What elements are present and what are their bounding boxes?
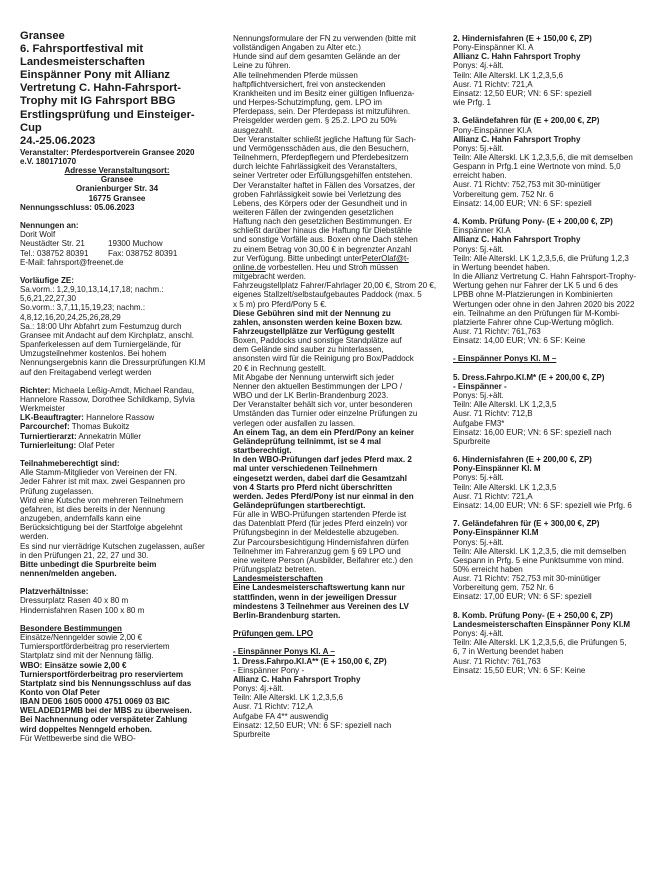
line-label: Parcourchef: [20, 422, 70, 432]
text-line: Leine zu führen. [233, 61, 291, 71]
text-line: Mit Abgabe der Nennung unterwirft sich jeder [233, 372, 395, 382]
column-1 [20, 30, 214, 743]
line-label: Richter: [20, 385, 51, 395]
text-line: - Einspänner Pony - [233, 665, 305, 675]
bold-text-line: nennen/melden angeben. [20, 568, 117, 578]
text-line: mitgebracht werden. [233, 272, 306, 282]
text-line: Krankheiten und im Besitz einer gültigen Influenza- [233, 88, 415, 98]
text-line: Ausr. 71 Richtv: 761,763 [453, 656, 541, 666]
contact-line [20, 239, 214, 248]
line-value: Olaf Peter [76, 440, 115, 450]
text-line: weiteren Fällen der zwingenden gesetzlichen [233, 207, 394, 217]
text-line: Einsatz: 17,00 EUR; VN: 6 SF: speziell [453, 592, 592, 602]
text-line: groben Fahrlässigkeit sowie bei Verletzung des [233, 189, 402, 199]
document-title-line: Erstlingsprüfung und Einsteiger- [20, 108, 195, 121]
bold-text-line: startberechtigt. [233, 446, 292, 456]
text-line: Hunde sind auf dem gesamten Gelände an der [233, 52, 401, 62]
text-line: Spanferkelessen auf dem Turniergelände, für [20, 340, 182, 350]
text-line: Ausr. 71 Richtv: 721,A [453, 79, 533, 89]
text-line: wie Prfg. 1 [453, 98, 492, 108]
text-line: Prüfungsplatz betreten. [233, 565, 317, 575]
bold-text-line: Platzverhältnisse: [20, 587, 89, 597]
spacer [453, 602, 645, 611]
text-line: auf den Freitagabend verlegt werden [20, 367, 152, 377]
bold-text-line: Eine Landesmeisterschaftswertung kann nur [233, 583, 405, 593]
bold-text-line: mal unter verschiedenen Teilnehmern [233, 464, 378, 474]
text-line: platzierte Fahrer ohne Cup-Wertung möglich. [453, 317, 614, 327]
text-line: Vorbereitung gem. 752 Nr. 6 [453, 189, 554, 199]
text-line: Einsatz: 12,50 EUR; VN: 6 SF: speziell [453, 88, 592, 98]
text-line: Zur Parcoursbesichtigung Hindernisfahren dürfen [233, 537, 409, 547]
spacer [20, 615, 214, 624]
bold-text-line: Allianz C. Hahn Fahrsport Trophy [453, 134, 581, 144]
text-line: Aufgabe FA 4** auswendig [233, 711, 329, 721]
contact-right: Fax: 038752 80391 [108, 248, 178, 258]
text-line: schließt darüber hinaus die Haftung für Diebstähle [233, 226, 412, 236]
bold-text-line: Teilnahmeberechtigt sind: [20, 459, 120, 469]
text-line-with-email [233, 254, 436, 263]
text-line: Umständen das Turnier oder einzelne Prüfungen zu [233, 409, 418, 419]
text-line: Teiln: Alle Alterskl. LK 1,2,3,5 [453, 482, 557, 492]
text-line: das Datenblatt Pferd (für jedes Pferd einzeln) vor [233, 519, 408, 529]
text-line-with-email [233, 263, 436, 272]
section-heading: Besondere Bestimmungen [20, 623, 122, 633]
bold-text-line: 1. Dress.Fahrpo.Kl.A** (E + 150,00 €, ZP) [233, 656, 387, 666]
text-line: Einsätze/Nenngelder sowie 2,00 € [20, 633, 143, 643]
document-title-line: Landesmeisterschaften [20, 56, 145, 69]
text-line: Prüfungsbeginn in der Meldestelle abzugeben. [233, 528, 399, 538]
text-line: ein. Teilnahme an den Prüfungen für M-Kombi- [453, 308, 620, 318]
text-line: Hannelore Rassow, Dorothee Schildkamp, Sylvia [20, 395, 195, 405]
text-line: So.vorm.: 3,7,11,15,19,23; nachm.: [20, 303, 146, 313]
spacer [20, 578, 214, 587]
bold-text-line: 4. Komb. Prüfung Pony- (E + 200,00 €, ZP) [453, 217, 613, 227]
document-title-line: 24.-25.06.2023 [20, 134, 96, 147]
text-line: Lebens, des Körpers oder der Gesundheit und in [233, 198, 408, 208]
text-line: in Wertung beendet haben. [453, 262, 550, 272]
text-line: Sa.: 18:00 Uhr Abfahrt zum Festumzug durch [20, 321, 182, 331]
contact-left: Tel.: 038752 80391 [20, 248, 89, 258]
text-line: Ponys: 5j.+ält. [453, 473, 504, 483]
text-line: haftpflichtversichert, frei von ansteckenden [233, 79, 386, 89]
text-line: eine weitere Person (Ausbilder, Beifahrer etc.) den [233, 555, 413, 565]
text-line: Vorbereitung gem. 752 Nr. 6 [453, 583, 554, 593]
text-line: Ausr. 71 Richtv: 761,763 [453, 326, 541, 336]
labeled-line [20, 432, 214, 441]
text-line: Nennungsergebnis kann die Dressurprüfungen Kl.M [20, 358, 206, 368]
text-line: Berücksichtigung bei der Startfolge abgelehnt [20, 523, 183, 533]
bold-text-line: Nennungen an: [20, 221, 79, 231]
text-line: Ponys: 4j.+ält. [453, 61, 504, 71]
bold-text-line: WBO: Einsätze sowie 2,00 € [20, 660, 127, 670]
line-label: Turnierleitung: [20, 440, 77, 450]
spacer [453, 107, 645, 116]
bold-text-line: 6. Hindernisfahren (E + 200,00 €, ZP) [453, 455, 592, 465]
text-line: in den Prüfungen 21, 22, 27 und 30. [20, 550, 149, 560]
bold-text-line: WELADED1PMB bei der MBS zu überweisen. [20, 706, 192, 716]
spacer [20, 377, 214, 386]
text-line: und sonstige Vorfälle aus. Boxen ohne Dach stehen [233, 235, 418, 245]
bold-text-line: Turniersportförderbeitrag pro reserviertem [20, 669, 184, 679]
spacer [453, 345, 645, 354]
text-line: eigenes Stallzelt/selbstaufgebautes Paddock (max. 5 [233, 290, 422, 300]
labeled-line [20, 441, 214, 450]
text-line: Nenner den aktuellen Bestimmungen der LPO / [233, 381, 403, 391]
bold-text-line: Oranienburger Str. 34 [75, 184, 159, 194]
section-heading: - Einspänner Ponys Kl. M – [453, 354, 557, 364]
text-line: Dorit Wolf [20, 230, 56, 240]
text-line: Einsatz: 14,00 EUR; VN: 6 SF: speziell [453, 198, 592, 208]
text-line: Teiln: Alle Alterskl. LK 1,2,3,5,6, die mit demselben [453, 153, 633, 163]
text-line: Einsatz: 15,50 EUR; VN: 6 SF: Keine [453, 665, 586, 675]
text-line: Haftung nach den gesetzlichen Bestimmungen. Er [233, 217, 412, 227]
contact-line [20, 249, 214, 258]
text-line: ansonsten wird für die Reinigung pro Box/Paddock [233, 354, 414, 364]
bold-text-line: werden. Jedes Pferd/Pony ist nur einmal in den [233, 491, 414, 501]
text-line: 20 € in Rechnung gestellt. [233, 363, 327, 373]
text-line: Pony-Einspänner Kl. A [453, 43, 534, 53]
contact-left: Neustädter Str. 21 [20, 239, 85, 249]
document-title-line: Cup [20, 121, 42, 134]
text-line: Ausr. 71 Richtv: 712,A [233, 702, 313, 712]
text-line: Ponys: 5j.+ält. [453, 391, 504, 401]
text-line: Ponys: 5j.+ält. [453, 143, 504, 153]
text-line: Hindernisfahren Rasen 100 x 80 m [20, 605, 145, 615]
text-line: erreicht haben. [453, 171, 507, 181]
text-line: Ausr. 71 Richtv: 752,753 mit 30-minütiger [453, 180, 601, 190]
text-line: Umzugsteilnehmer kostenlos. Bei hohem [20, 349, 167, 359]
text-line: verlegen oder ausfallen zu lassen. [233, 418, 356, 428]
text-line: Aufgabe FM3* [453, 418, 505, 428]
line-text: vorbestellen. Heu und Stroh müssen [265, 262, 399, 272]
line-value: Michaela Leßig-Arndt, Michael Randau, [50, 385, 194, 395]
text-line: Für alle in WBO-Prüfungen startenden Pferde ist [233, 510, 407, 520]
text-line: Jeder Fahrer ist mit max. zwei Gespannen pro [20, 477, 186, 487]
bold-text-line: Bitte unbedingt die Spurbreite beim [20, 559, 157, 569]
text-line: Pferdepass, sein. Der Pferdepass ist mitzuführen. [233, 107, 411, 117]
document-title-line: Gransee [20, 30, 65, 42]
bold-text-line: Pony-Einspänner Kl.M [453, 528, 539, 538]
document-title-line: 6. Fahrsportfestival mit [20, 43, 144, 56]
text-line: Der Veranstalter schließt jegliche Haftung für Sach- [233, 134, 416, 144]
text-line: Wertung gehen nur Fahrer der LK 5 und 6 des [453, 281, 618, 291]
bold-text-line: wird doppeltes Nenngeld erhoben. [20, 724, 152, 734]
text-line: Spurbreite [233, 729, 271, 739]
text-line: Prüfung zugelassen. [20, 486, 94, 496]
bold-text-line: Geländeprüfung teilnimmt, ist se 4 mal [233, 436, 382, 446]
bold-text-line: Bei Nachnennung oder verspäteter Zahlung [20, 715, 188, 725]
text-line: Ausr. 71 Richtv: 721,A [453, 491, 533, 501]
text-line: Teilnehmer im Fahreranzug gem § 69 LPO und [233, 546, 401, 556]
text-line: Preisgelder werden gem. § 25.2. LPO zu 50% [233, 116, 397, 126]
spacer [233, 638, 436, 647]
text-line: Teiln: Alle Alterskl. LK 1,2,3,5,6, die Prüfung 1,2,3 [453, 253, 629, 263]
bold-text-line: Berlin-Brandenburg starten. [233, 610, 341, 620]
text-line: vollständigen Angaben zu Alter etc.) [233, 43, 361, 53]
section-heading: Landesmeisterschaften [233, 574, 323, 584]
text-line: Gespann in Prfg. 5 eine Punktsumme von mind. [453, 555, 624, 565]
text-line: Ponys: 5j.+ält. [453, 537, 504, 547]
bold-text-line: Allianz C. Hahn Fahrsport Trophy [453, 235, 581, 245]
spacer [453, 208, 645, 217]
text-line: Nennungsformulare der FN zu verwenden (bitte mit [233, 34, 416, 43]
bold-text-line: 5. Dress.Fahrpo.Kl.M* (E + 200,00 €, ZP) [453, 372, 605, 382]
spacer [20, 212, 214, 221]
text-line: Gransee mit Andacht auf dem Kirchplatz, anschl. [20, 330, 194, 340]
text-line: Spurbreite [453, 436, 491, 446]
text-line: Einsatz: 12,50 EUR; VN: 6 SF: speziell nach [233, 720, 392, 730]
text-line: 50% erreicht haben [453, 564, 523, 574]
text-line: Einsatz: 14,00 EUR; VN: 6 SF: Keine [453, 336, 586, 346]
bold-text-line: von 4 Starts pro Pferd nicht überschritten [233, 482, 393, 492]
text-line: Ponys: 4j.+ält. [233, 684, 284, 694]
text-line: Der Veranstalter behält sich vor, unter besonderen [233, 400, 413, 410]
text-line: WBO und der LK Berlin-Brandenburg 2023. [233, 391, 389, 401]
text-line: Fahrzeugstellplatz Fahrer/Fahrlager 20,00 €, Strom 20 €, [233, 281, 436, 291]
text-line: Es sind nur vierrädrige Kutschen zugelassen, außer [20, 541, 205, 551]
text-line: zu einem Betrag von 30,00 € in begrenzter Anzahl [233, 244, 412, 254]
text-line: Boxen, Paddocks und sonstige Standplätze auf [233, 336, 402, 346]
text-line: und Vermögensschäden aus, die den Besuchern, [233, 143, 409, 153]
bold-text-line: 8. Komb. Prüfung Pony- (E + 250,00 €, ZP) [453, 610, 613, 620]
text-line: LPBB ohne M-Platzierungen in Kombinierten [453, 290, 613, 300]
section-heading: Prüfungen gem. LPO [233, 629, 314, 639]
spacer [453, 446, 645, 455]
spacer [20, 450, 214, 459]
line-label: LK-Beauftragter: [20, 413, 84, 423]
bold-text-line: zahlen, ansonsten werden keine Boxen bzw. [233, 317, 403, 327]
bold-text-line: IBAN DE06 1605 0000 4751 0069 03 BIC [20, 697, 170, 707]
bold-text-line: 7. Geländefahren für (E + 300,00 €, ZP) [453, 519, 600, 529]
text-line: und Herpes-Schutzimpfung, gem. LPO im [233, 98, 382, 108]
text-line: Einsatz: 16,00 EUR; VN: 6 SF: speziell nach [453, 427, 612, 437]
bold-text-line: mindestens 3 Teilnehmer aus Vereinen des LV [233, 601, 409, 611]
text-line: Teiln: Alle Alterskl. LK 1,2,3,5 [453, 400, 557, 410]
line-text: zur Verfügung. Bitte unbedingt unter [233, 253, 362, 263]
text-line: In die Allianz Vertretung C. Hahn Fahrsport-Trophy- [453, 272, 637, 282]
text-line: Alle Stamm-Mitglieder von Vereinen der FN. [20, 468, 177, 478]
column-3 [453, 34, 645, 675]
text-line: Teiln: Alle Alterskl. LK 1,2,3,5,6 [453, 70, 564, 80]
text-line: Wird eine Kutsche von mehreren Teilnehmern [20, 495, 184, 505]
bold-text-line: Geländeprüfungen startberechtigt. [233, 500, 366, 510]
text-line: gefahren, ist dies bereits in der Nennung [20, 504, 165, 514]
bold-text-line: Vorläufige ZE: [20, 276, 74, 285]
bold-text-line: 16775 Gransee [88, 193, 146, 203]
text-line: Sa.vorm.: 1,2,9,10,13,14,17,18; nachm.: [20, 285, 164, 295]
contact-right: 19300 Muchow [108, 239, 163, 249]
text-line: Werkmeister [20, 404, 66, 414]
text-line: ausgezahlt. [233, 125, 275, 135]
bold-text-line: Pony-Einspänner Kl. M [453, 464, 541, 474]
bold-text-line: 3. Geländefahren für (E + 200,00 €, ZP) [453, 116, 600, 126]
bold-text-line: Gransee [100, 175, 134, 185]
bold-text-line: Nennungsschluss: 05.06.2023 [20, 202, 135, 212]
bold-text-line: Konto von Olaf Peter [20, 687, 101, 697]
bold-text-line: eingesetzt werden, dabei darf die Gesamtzahl [233, 473, 407, 483]
text-line: 4,8,12,16,20,24,25,26,28,29 [20, 312, 121, 322]
bold-text-line: stattfinden, wenn in der jeweiligen Dressur [233, 592, 397, 602]
text-line: Startplatz sind mit der Nennung fällig. [20, 651, 154, 661]
text-line: Teiln: Alle Alterskl. LK 1,2,3,5,6, die Prüfungen 5, [453, 638, 627, 648]
text-line: Wertungen oder ohne in den Jahren 2020 bis 2022 [453, 299, 635, 309]
section-heading: Adresse Veranstaltungsort: [64, 166, 170, 176]
text-line: Alle teilnehmenden Pferde müssen [233, 70, 358, 80]
text-line: Dressurplatz Rasen 40 x 80 m [20, 596, 129, 606]
bold-text-line: Diese Gebühren sind mit der Nennung zu [233, 308, 391, 318]
bold-text-line: 2. Hindernisfahren (E + 150,00 €, ZP) [453, 34, 592, 43]
text-line: Teiln: Alle Alterskl. LK 1,2,3,5,6 [233, 693, 344, 703]
bold-text-line: Fahrzeugstellplätze zur Verfügung gestellt [233, 327, 395, 336]
labeled-line [20, 413, 214, 422]
text-line: x 5 m) pro Pferd/Pony 5 €. [233, 299, 327, 309]
text-line: 5,6,21,22,27,30 [20, 294, 76, 304]
labeled-line [20, 386, 214, 395]
text-line: Gespann in Prfg.1 eine Wertnote von mind. 5,0 [453, 162, 621, 172]
text-line: Der Veranstalter haftet in Fällen des Vorsatzes, der [233, 180, 416, 190]
text-line: dem Gelände sind sauber zu hinterlassen, [233, 345, 384, 355]
email-link[interactable]: online.de [233, 262, 266, 272]
line-value: Thomas Bukoitz [69, 422, 130, 432]
text-line: Pony-Einspänner Kl.A [453, 125, 532, 135]
bold-text-line: Landesmeisterschaften Einspänner Pony Kl.M [453, 619, 631, 629]
labeled-line [20, 422, 214, 431]
text-line: werden. [20, 532, 49, 542]
line-label: Turniertierarzt: [20, 431, 77, 441]
text-line: Einsatz: 14,00 EUR; VN: 6 SF: speziell wie Prfg. 6 [453, 500, 632, 510]
line-value: Hannelore Rassow [83, 413, 155, 423]
text-line: Teiln: Alle Alterskl. LK 1,2,3,5, die mit demselben [453, 546, 627, 556]
text-line: durch leichte Fahrlässigkeit des Veranstalters, [233, 162, 398, 172]
column-2 [233, 34, 436, 739]
bold-text-line: e.V. 180171070 [20, 157, 77, 166]
text-line: Ponys: 5j.+ält. [453, 244, 504, 254]
text-line: 6, 7 in Wertung beendet haben [453, 647, 564, 657]
line-value: Annekatrin Müller [76, 431, 142, 441]
bold-text-line: Startplatz sind bis Nennungsschluss auf das [20, 678, 192, 688]
bold-text-line: Allianz C. Hahn Fahrsport Trophy [453, 52, 581, 62]
text-line: E-Mail: fahrsport@freenet.de [20, 257, 124, 267]
bold-text-line: In den WBO-Prüfungen darf jedes Pferd max. 2 [233, 455, 412, 465]
text-line: Turniersportförderbeitrag pro reserviertem [20, 642, 170, 652]
text-line: seiner Vertreter oder Erfüllungsgehilfen entstehen. [233, 171, 413, 181]
text-line: Einspänner Kl.A [453, 226, 511, 236]
text-line: Ponys: 4j.+ält. [453, 629, 504, 639]
text-line: anzugeben, andernfalls kann eine [20, 514, 141, 524]
section-heading: - Einspänner Ponys Kl. A – [233, 647, 335, 657]
email-link[interactable]: PeterOlaf@t- [361, 253, 409, 263]
document-title-line: Trophy mit IG Fahrsport BBG [20, 95, 176, 108]
text-line: Teilnehmern, Pferdepflegern und Pferdebesitzern [233, 153, 409, 163]
spacer [453, 364, 645, 373]
bold-text-line: An einem Tag, an dem ein Pferd/Pony an keiner [233, 427, 414, 437]
spacer [233, 620, 436, 629]
text-line: Für Wettbewerbe sind die WBO- [20, 733, 136, 743]
spacer [453, 510, 645, 519]
bold-text-line: - Einspänner - [453, 381, 507, 391]
document-title-line: Vertretung C. Hahn-Fahrsport- [20, 82, 181, 95]
text-line: Ausr. 71 Richtv: 752,753 mit 30-minütiger [453, 574, 601, 584]
bold-text-line: Veranstalter: Pferdesportverein Gransee 2020 [20, 147, 195, 157]
document-title-line: Einspänner Pony mit Allianz [20, 69, 171, 82]
text-line: Ausr. 71 Richtv: 712,B [453, 409, 533, 419]
bold-text-line: Allianz C. Hahn Fahrsport Trophy [233, 674, 361, 684]
spacer [20, 267, 214, 276]
